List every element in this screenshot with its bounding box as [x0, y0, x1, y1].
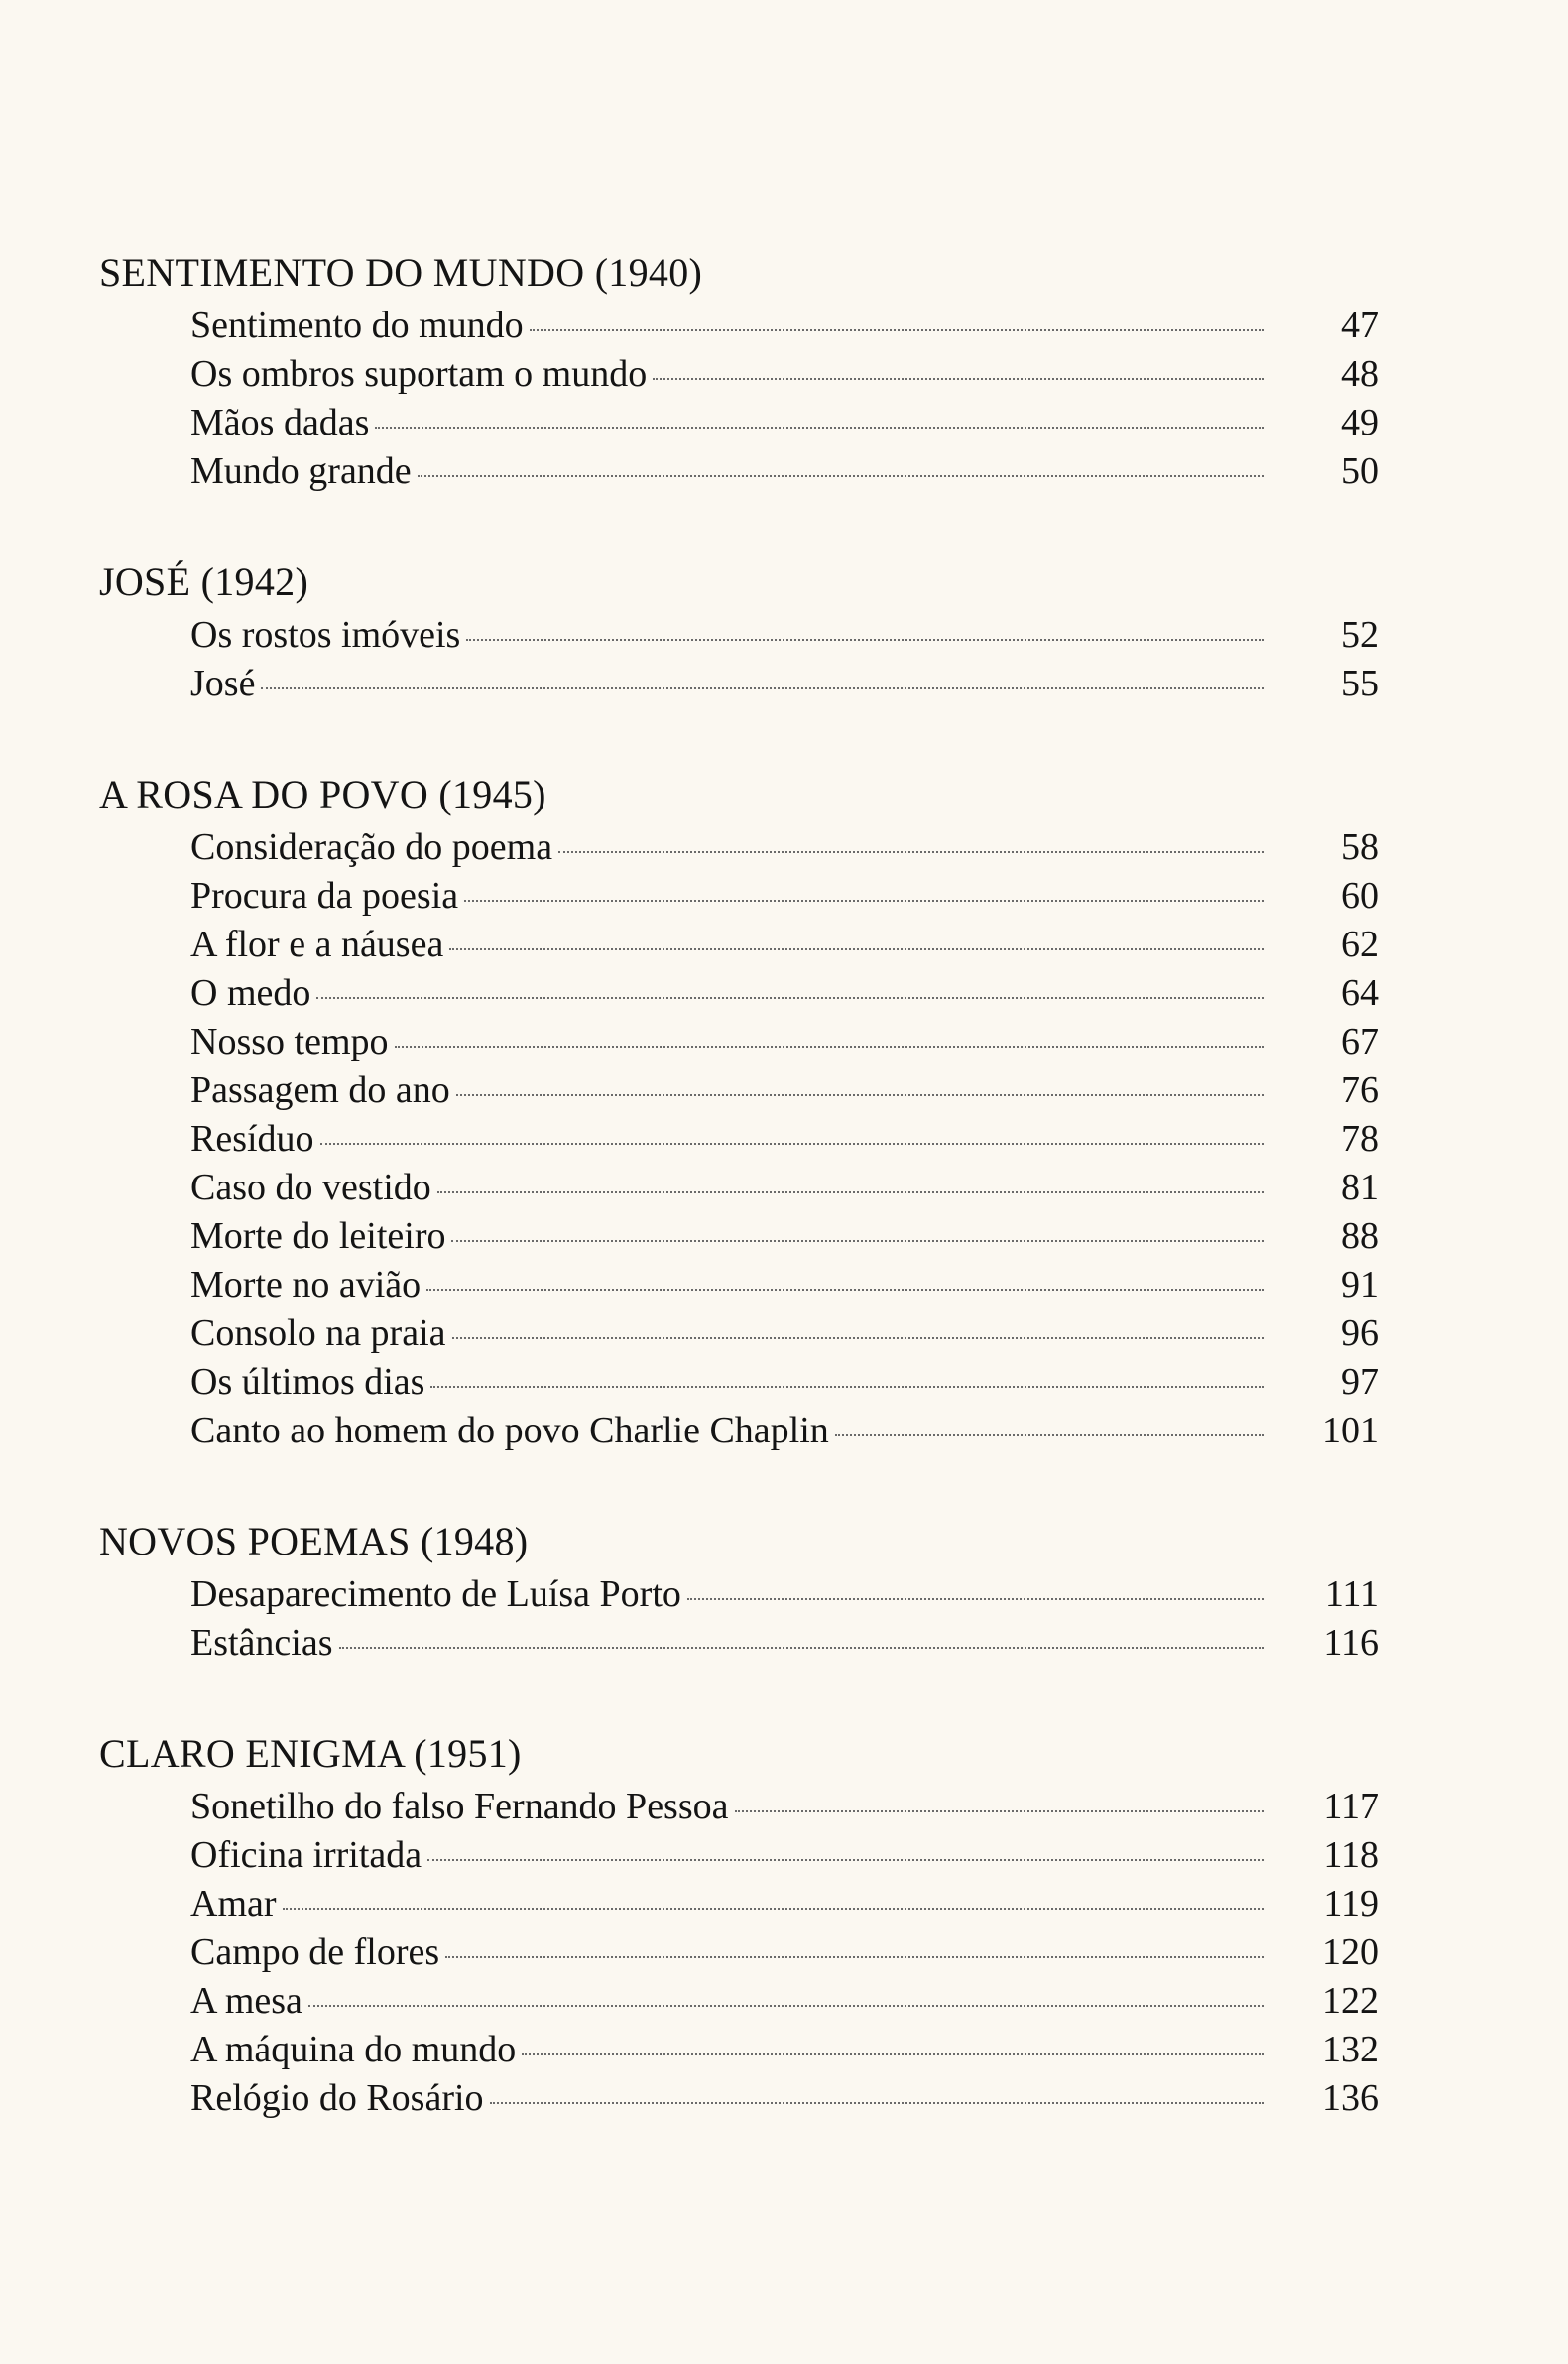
toc-entry — [190, 611, 1379, 660]
section-title: NOVOS POEMAS (1948) — [99, 1519, 529, 1563]
entry-list — [99, 1570, 1379, 1668]
page-number: 49 — [1341, 402, 1379, 443]
toc-entry — [190, 969, 1379, 1018]
page-number: 119 — [1323, 1883, 1379, 1925]
entry-title: Os últimos dias — [190, 1361, 425, 1403]
table-of-contents — [99, 248, 1388, 2184]
entry-title: Caso do vestido — [190, 1167, 431, 1208]
dot-leader — [418, 475, 1264, 477]
page-number: 78 — [1341, 1118, 1379, 1160]
toc-entry — [190, 1977, 1379, 2026]
dot-leader — [835, 1434, 1264, 1436]
page-number: 88 — [1341, 1215, 1379, 1257]
dot-leader — [283, 1908, 1264, 1910]
page-number: 58 — [1341, 826, 1379, 868]
page-number: 50 — [1341, 450, 1379, 492]
toc-entry — [190, 1929, 1379, 1977]
entry-title: Consideração do poema — [190, 826, 553, 868]
dot-leader — [316, 997, 1264, 999]
page-number: 52 — [1341, 614, 1379, 656]
entry-title: Procura da poesia — [190, 875, 459, 917]
toc-entry — [190, 447, 1379, 496]
entry-title: Sentimento do mundo — [190, 305, 524, 346]
page-number: 120 — [1322, 1931, 1379, 1973]
entry-title: Amar — [190, 1883, 277, 1925]
page-number: 91 — [1341, 1264, 1379, 1306]
entry-list — [99, 302, 1379, 496]
entry-title: Mundo grande — [190, 450, 412, 492]
entry-title: O medo — [190, 972, 311, 1014]
entry-title: Morte no avião — [190, 1264, 422, 1306]
dot-leader — [456, 1094, 1264, 1096]
toc-entry — [190, 1831, 1379, 1880]
dot-leader — [452, 1337, 1264, 1339]
dot-leader — [464, 900, 1264, 902]
toc-entry — [190, 660, 1379, 708]
entry-title: Canto ao homem do povo Charlie Chaplin — [190, 1410, 829, 1451]
dot-leader — [466, 639, 1264, 641]
section-title: JOSÉ (1942) — [99, 560, 309, 604]
toc-entry — [190, 350, 1379, 399]
toc-entry — [190, 1309, 1379, 1358]
page-number: 136 — [1322, 2077, 1379, 2119]
toc-entry — [190, 921, 1379, 969]
toc-entry — [190, 872, 1379, 921]
entry-title: Nosso tempo — [190, 1021, 389, 1062]
entry-title: José — [190, 663, 256, 704]
entry-title: Relógio do Rosário — [190, 2077, 484, 2119]
entry-title: A mesa — [190, 1980, 302, 2022]
entry-title: Os rostos imóveis — [190, 614, 461, 656]
section-title: SENTIMENTO DO MUNDO (1940) — [99, 250, 703, 295]
page-number: 117 — [1323, 1786, 1379, 1827]
toc-entry — [190, 302, 1379, 350]
dot-leader — [653, 378, 1264, 380]
page-number: 122 — [1322, 1980, 1379, 2022]
entry-title: Passagem do ano — [190, 1069, 450, 1111]
entry-title: Os ombros suportam o mundo — [190, 353, 648, 395]
dot-leader — [687, 1598, 1264, 1600]
page-number: 101 — [1322, 1410, 1379, 1451]
entry-title: Estâncias — [190, 1622, 333, 1664]
dot-leader — [430, 1386, 1264, 1388]
dot-leader — [735, 1810, 1264, 1812]
page-number: 62 — [1341, 924, 1379, 965]
dot-leader — [451, 1240, 1264, 1242]
toc-section — [99, 770, 1388, 1455]
entry-title: Resíduo — [190, 1118, 314, 1160]
dot-leader — [261, 687, 1264, 689]
page-number: 118 — [1323, 1834, 1379, 1876]
page-number: 97 — [1341, 1361, 1379, 1403]
toc-entry — [190, 1407, 1379, 1455]
dot-leader — [308, 2005, 1264, 2007]
page-number: 60 — [1341, 875, 1379, 917]
page-number: 76 — [1341, 1069, 1379, 1111]
page-number: 96 — [1341, 1312, 1379, 1354]
dot-leader — [558, 851, 1264, 853]
dot-leader — [522, 2053, 1264, 2055]
toc-entry — [190, 823, 1379, 872]
entry-title: Morte do leiteiro — [190, 1215, 446, 1257]
dot-leader — [426, 1289, 1264, 1291]
entry-title: Sonetilho do falso Fernando Pessoa — [190, 1786, 729, 1827]
toc-entry — [190, 1018, 1379, 1066]
entry-title: A máquina do mundo — [190, 2029, 517, 2070]
page-number: 47 — [1341, 305, 1379, 346]
page-number: 116 — [1323, 1622, 1379, 1664]
toc-entry — [190, 1570, 1379, 1619]
entry-list — [99, 1783, 1379, 2123]
page-number: 132 — [1322, 2029, 1379, 2070]
dot-leader — [449, 948, 1264, 950]
page-number: 111 — [1324, 1573, 1379, 1615]
entry-list — [99, 823, 1379, 1455]
dot-leader — [437, 1191, 1264, 1193]
entry-title: A flor e a náusea — [190, 924, 444, 965]
toc-entry — [190, 1212, 1379, 1261]
page-number: 67 — [1341, 1021, 1379, 1062]
toc-entry — [190, 1115, 1379, 1164]
page-number: 64 — [1341, 972, 1379, 1014]
toc-section — [99, 248, 1388, 496]
toc-entry — [190, 1261, 1379, 1309]
toc-entry — [190, 2074, 1379, 2123]
dot-leader — [530, 329, 1264, 331]
section-title: A ROSA DO POVO (1945) — [99, 772, 546, 816]
dot-leader — [490, 2102, 1264, 2104]
entry-list — [99, 611, 1379, 708]
dot-leader — [445, 1956, 1264, 1958]
toc-entry — [190, 1619, 1379, 1668]
toc-entry — [190, 1783, 1379, 1831]
entry-title: Desaparecimento de Luísa Porto — [190, 1573, 681, 1615]
toc-section — [99, 558, 1388, 708]
toc-section — [99, 1729, 1388, 2123]
toc-section — [99, 1517, 1388, 1668]
entry-title: Consolo na praia — [190, 1312, 446, 1354]
dot-leader — [427, 1859, 1264, 1861]
page-number: 48 — [1341, 353, 1379, 395]
dot-leader — [375, 427, 1264, 429]
section-title: CLARO ENIGMA (1951) — [99, 1731, 522, 1776]
dot-leader — [339, 1647, 1264, 1649]
toc-entry — [190, 1066, 1379, 1115]
entry-title: Mãos dadas — [190, 402, 370, 443]
entry-title: Oficina irritada — [190, 1834, 422, 1876]
dot-leader — [320, 1143, 1264, 1145]
toc-entry — [190, 1164, 1379, 1212]
toc-entry — [190, 2026, 1379, 2074]
page-number: 81 — [1341, 1167, 1379, 1208]
toc-entry — [190, 1880, 1379, 1929]
dot-leader — [395, 1046, 1265, 1048]
entry-title: Campo de flores — [190, 1931, 440, 1973]
toc-entry — [190, 1358, 1379, 1407]
page-number: 55 — [1341, 663, 1379, 704]
toc-entry — [190, 399, 1379, 447]
